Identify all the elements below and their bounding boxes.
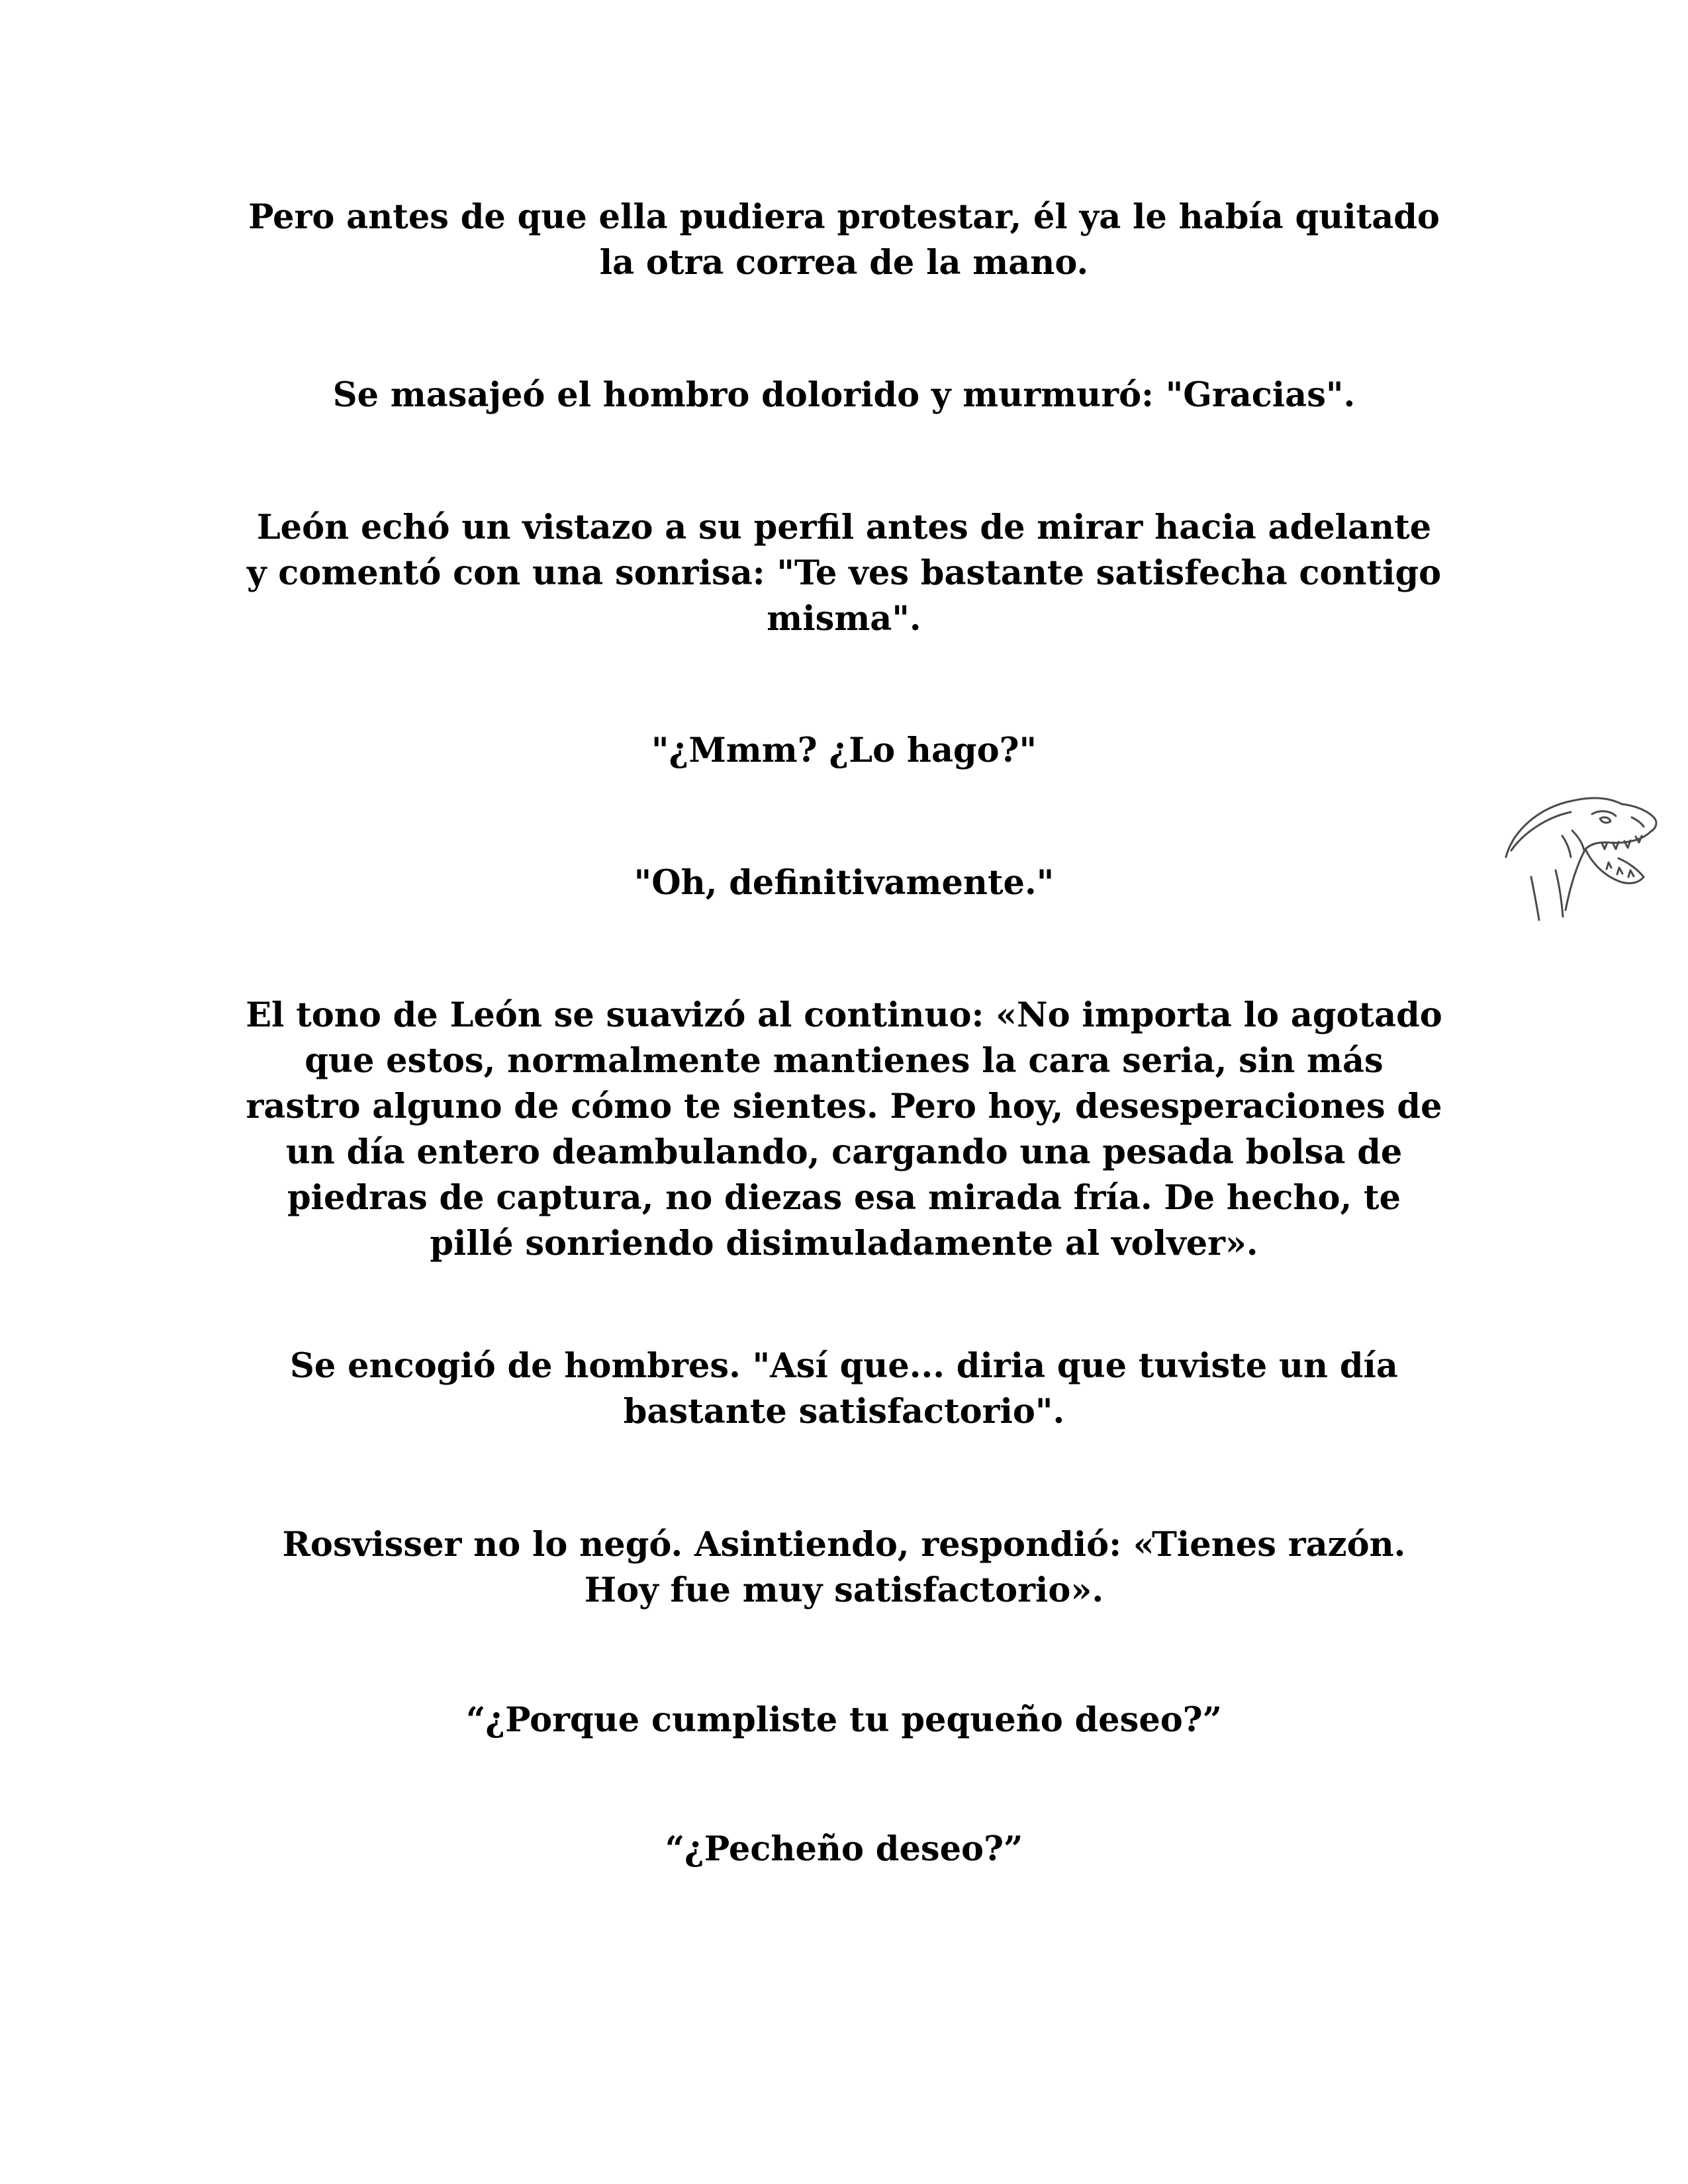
dinosaur-head-sketch-icon bbox=[1493, 778, 1665, 930]
text-line: Pero antes de que ella pudiera protestar, él ya le había quitado bbox=[248, 197, 1440, 237]
text-line: Se masajeó el hombro dolorido y murmuró: "Gracias". bbox=[332, 375, 1356, 415]
text-line: y comentó con una sonrisa: "Te ves bastante satisfecha contigo bbox=[246, 553, 1442, 593]
text-line: que estos, normalmente mantienes la cara seria, sin más bbox=[305, 1041, 1383, 1081]
text-line: "¿Mmm? ¿Lo hago?" bbox=[651, 731, 1037, 770]
paragraph-9 bbox=[225, 1698, 1463, 1743]
text-line: Se encogió de hombres. "Así que... diria que tuviste un día bbox=[290, 1346, 1398, 1386]
text-line: bastante satisfactorio". bbox=[623, 1392, 1065, 1432]
text-line: “¿Pecheño deseo?” bbox=[665, 1829, 1023, 1869]
paragraph-3 bbox=[225, 505, 1463, 642]
text-line: León echó un vistazo a su perfil antes de mirar hacia adelante bbox=[256, 508, 1432, 547]
paragraph-10 bbox=[225, 1827, 1463, 1872]
text-line: Rosvisser no lo negó. Asintiendo, respondió: «Tienes razón. bbox=[282, 1525, 1406, 1565]
text-line: la otra correa de la mano. bbox=[599, 243, 1089, 283]
paragraph-6 bbox=[225, 993, 1463, 1267]
text-line: “¿Porque cumpliste tu pequeño deseo?” bbox=[465, 1700, 1223, 1740]
paragraph-7 bbox=[225, 1343, 1463, 1435]
paragraph-5 bbox=[225, 860, 1463, 906]
paragraph-2 bbox=[225, 373, 1463, 418]
text-line: "Oh, definitivamente." bbox=[633, 863, 1055, 903]
text-line: pillé sonriendo disimuladamente al volver». bbox=[430, 1224, 1258, 1263]
text-line: Hoy fue muy satisfactorio». bbox=[584, 1570, 1104, 1610]
text-line: El tono de León se suavizó al continuo: «No importa lo agotado bbox=[246, 995, 1442, 1035]
text-line: un día entero deambulando, cargando una pesada bolsa de bbox=[285, 1132, 1403, 1172]
text-line: misma". bbox=[767, 599, 921, 639]
paragraph-1 bbox=[225, 195, 1463, 286]
text-line: rastro alguno de cómo te sientes. Pero hoy, desesperaciones de bbox=[246, 1087, 1442, 1126]
paragraph-4 bbox=[225, 728, 1463, 774]
paragraph-8 bbox=[225, 1522, 1463, 1614]
text-line: piedras de captura, no diezas esa mirada fría. De hecho, te bbox=[287, 1178, 1401, 1218]
